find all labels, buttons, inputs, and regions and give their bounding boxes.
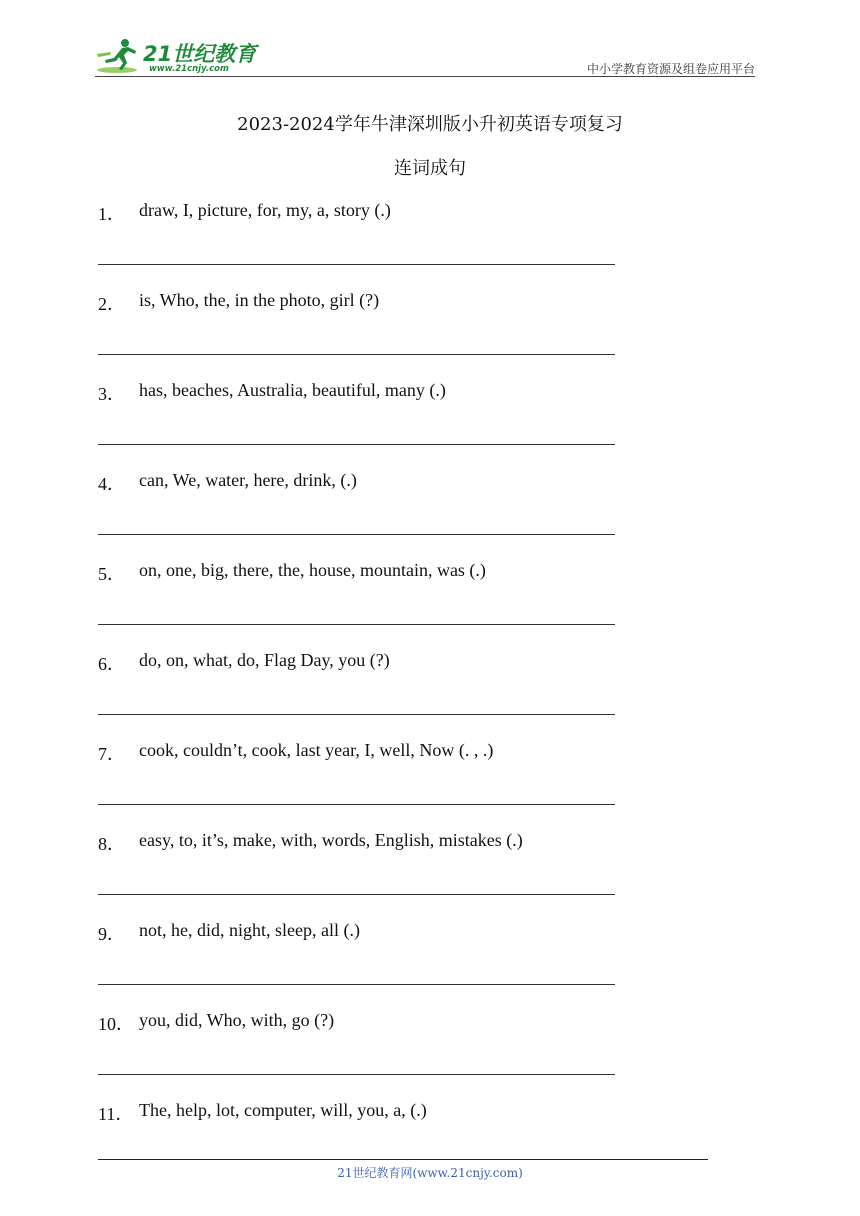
answer-line[interactable] [98,894,615,895]
question-number: 2． [98,294,125,314]
question-text: draw, I, picture, for, my, a, story (.) [139,200,391,220]
page-subtitle: 连词成句 [394,158,466,179]
site-logo[interactable] [95,36,265,76]
question-number: 9． [98,924,125,944]
question-number: 5． [98,564,125,584]
answer-line[interactable] [98,354,615,355]
question-number: 4． [98,474,125,494]
question-text: The, help, lot, computer, will, you, a, (.) [139,1100,427,1120]
answer-line[interactable] [98,624,615,625]
question-item [98,470,718,560]
question-text: on, one, big, there, the, house, mountain, was (.) [139,560,486,580]
answer-line[interactable] [98,984,615,985]
question-item [98,740,718,830]
question-text: easy, to, it’s, make, with, words, English, mistakes (.) [139,830,523,850]
footer-link[interactable]: 21世纪教育网(www.21cnjy.com) [337,1166,523,1180]
question-number: 10． [98,1014,134,1034]
page-title: 2023-2024学年牛津深圳版小升初英语专项复习 [237,114,623,135]
question-text: do, on, what, do, Flag Day, you (?) [139,650,390,670]
question-number: 7． [98,744,125,764]
question-text: is, Who, the, in the photo, girl (?) [139,290,380,310]
question-item [98,380,718,470]
question-text: can, We, water, here, drink, (.) [139,470,357,490]
footer-divider [98,1159,708,1160]
question-text: cook, couldn’t, cook, last year, I, well, Now (. , .) [139,740,494,760]
logo-text: 21世纪教育 [143,42,257,66]
page-header [95,36,755,78]
question-item [98,560,718,650]
question-item [98,200,718,290]
header-divider [95,76,755,77]
question-item [98,830,718,920]
answer-line[interactable] [98,714,615,715]
answer-line[interactable] [98,444,615,445]
question-number: 1． [98,204,125,224]
question-number: 8． [98,834,125,854]
question-item [98,920,718,1010]
logo-url: www.21cnjy.com [149,64,229,74]
answer-line[interactable] [98,264,615,265]
question-text: has, beaches, Australia, beautiful, many (.) [139,380,446,400]
question-text: not, he, did, night, sleep, all (.) [139,920,360,940]
question-item [98,290,718,380]
question-text: you, did, Who, with, go (?) [139,1010,335,1030]
question-item [98,650,718,740]
question-number: 6． [98,654,125,674]
question-number: 3． [98,384,125,404]
runner-logo-icon [95,36,145,76]
answer-line[interactable] [98,804,615,805]
question-list [98,200,718,1190]
answer-line[interactable] [98,534,615,535]
question-item [98,1010,718,1100]
question-number: 11． [98,1104,134,1124]
answer-line[interactable] [98,1074,615,1075]
platform-label: 中小学教育资源及组卷应用平台 [586,62,755,76]
